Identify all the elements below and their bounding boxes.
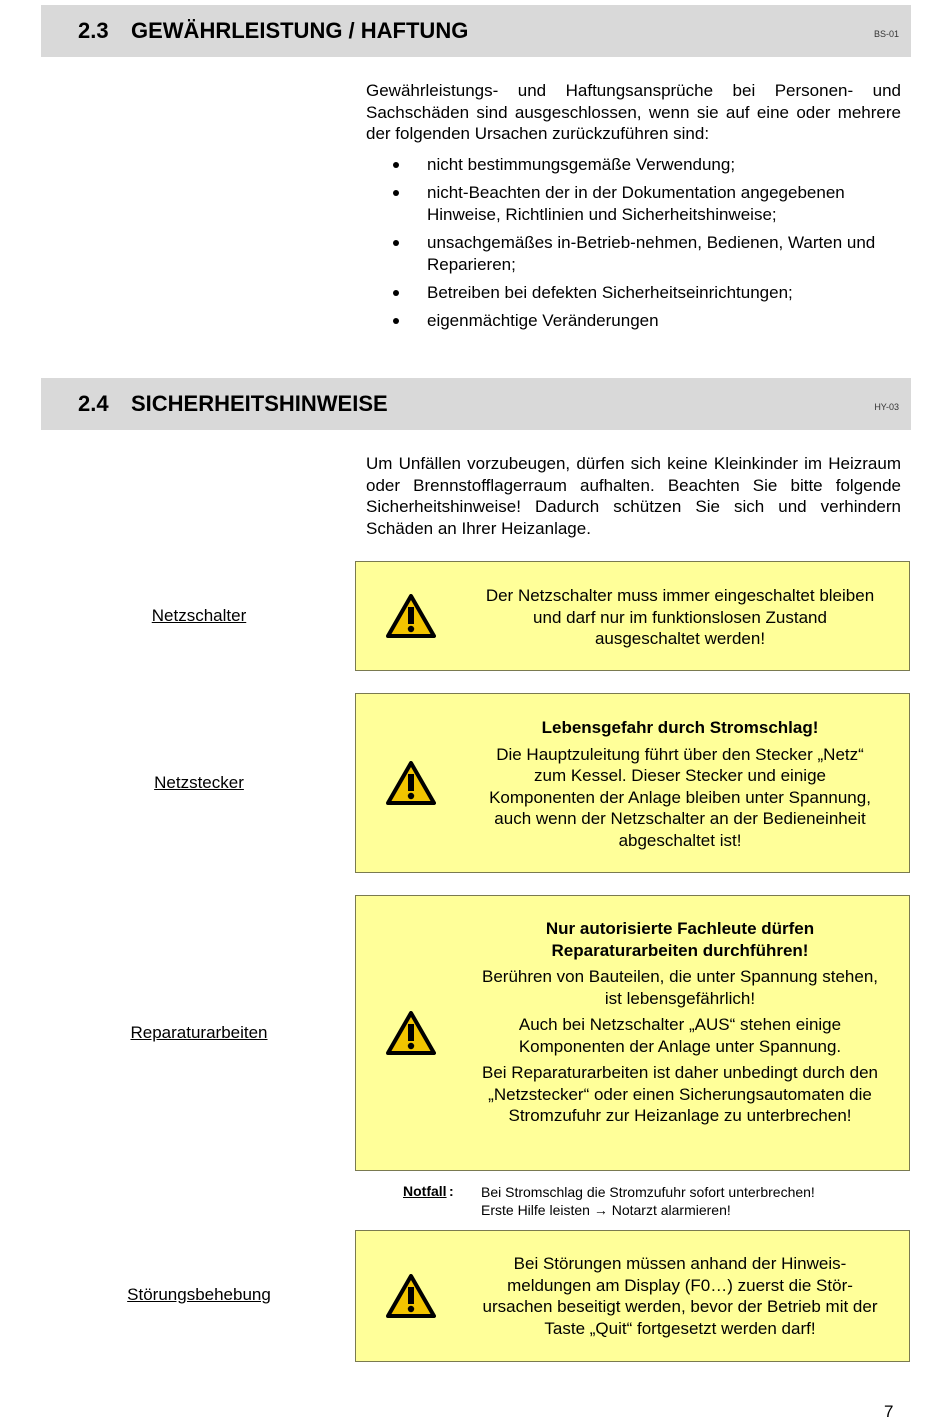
section-header-2-4 [41,378,911,430]
warning-triangle-icon [386,594,436,638]
emergency-line: Erste Hilfe leisten → Notarzt alarmieren! [481,1202,731,1218]
warning-label-reparaturarbeiten: Reparaturarbeiten [130,1023,268,1042]
emergency-label: Notfall [403,1183,447,1199]
bullet-icon [393,318,399,324]
warning-text: Bei Störungen müssen anhand der Hinweis-meldungen am Display (F0…) zuerst die Stör-ursachen beseitigt werden, bevor der Betrieb mit der Taste „Quit“ fortgesetzt werden darf! [482,1254,878,1338]
warning-triangle-icon [386,761,436,805]
list-item: unsachgemäßes in-Betrieb-nehmen, Bedienen, Warten und Reparieren; [366,232,901,276]
warning-label-netzschalter: Netzschalter [151,606,247,625]
page-number: 7 [884,1402,894,1421]
section-code: BS-01 [873,29,899,39]
bullet-icon [393,162,399,168]
warning-text: Nur autorisierte Fachleute dürfen Reparaturarbeiten durchführen! Berühren von Bauteilen, die unter Spannung stehen, ist lebensgefährlich! Auch bei Netzschalter „AUS“ stehen einige Komponenten der Anlage unter Spannung. Bei Reparaturarbeiten ist daher unbedingt durch den „Netzstecker“ oder einen Sicherungsautomaten die Stromzufuhr zur Heizanlage zu unterbrechen! [481,919,878,1125]
list-item: nicht bestimmungsgemäße Verwendung; [366,154,901,176]
bullet-icon [393,240,399,246]
warning-label-stoerungsbehebung: Störungsbehebung [127,1285,271,1304]
section-code: HY-03 [874,402,899,412]
emergency-line: Bei Stromschlag die Stromzufuhr sofort unterbrechen! [481,1184,815,1200]
warning-label-netzstecker: Netzstecker [154,773,244,792]
warning-box-netzstecker [355,693,910,873]
warning-box-netzschalter [355,561,910,671]
bullet-icon [393,290,399,296]
warranty-intro: Gewährleistungs- und Haftungsansprüche bei Personen- und Sachschäden sind ausgeschlossen, wenn sie auf eine oder mehrere der folgenden Ursachen zurückzuführen sind: [366,81,901,143]
section-number: 2.3 [78,18,109,43]
list-item: nicht-Beachten der in der Dokumentation angegebenen Hinweise, Richtlinien und Sicherheitshinweise; [366,182,901,226]
warning-text: Lebensgefahr durch Stromschlag! Die Hauptzuleitung führt über den Stecker „Netz“ zum Kessel. Dieser Stecker und einige Komponenten der Anlage bleiben unter Spannung, auch wenn der Netzschalter an der Bedieneinheit abgeschaltet ist! [489,718,871,850]
warning-box-stoerungsbehebung [355,1230,910,1362]
section-header-2-3 [41,5,911,57]
safety-intro: Um Unfällen vorzubeugen, dürfen sich keine Kleinkinder im Heizraum oder Brennstofflagerraum aufhalten. Beachten Sie bitte folgende Sicherheitshinweise! Dadurch schützen Sie sich und verhindern Schäden an Ihrer Heizanlage. [366,454,901,538]
warranty-cause-list [366,154,901,338]
warning-text: Der Netzschalter muss immer eingeschaltet bleiben und darf nur im funktionslosen Zustand ausgeschaltet werden! [485,586,875,648]
warning-triangle-icon [386,1011,436,1055]
warning-triangle-icon [386,1274,436,1318]
section-number: 2.4 [78,391,109,416]
list-item: Betreiben bei defekten Sicherheitseinrichtungen; [366,282,901,304]
section-title: SICHERHEITSHINWEISE [131,391,388,416]
bullet-icon [393,190,399,196]
emergency-colon: : [449,1183,454,1199]
list-item: eigenmächtige Veränderungen [366,310,901,332]
emergency-text [481,1183,815,1219]
section-title: GEWÄHRLEISTUNG / HAFTUNG [131,18,469,43]
warning-box-reparaturarbeiten [355,895,910,1171]
